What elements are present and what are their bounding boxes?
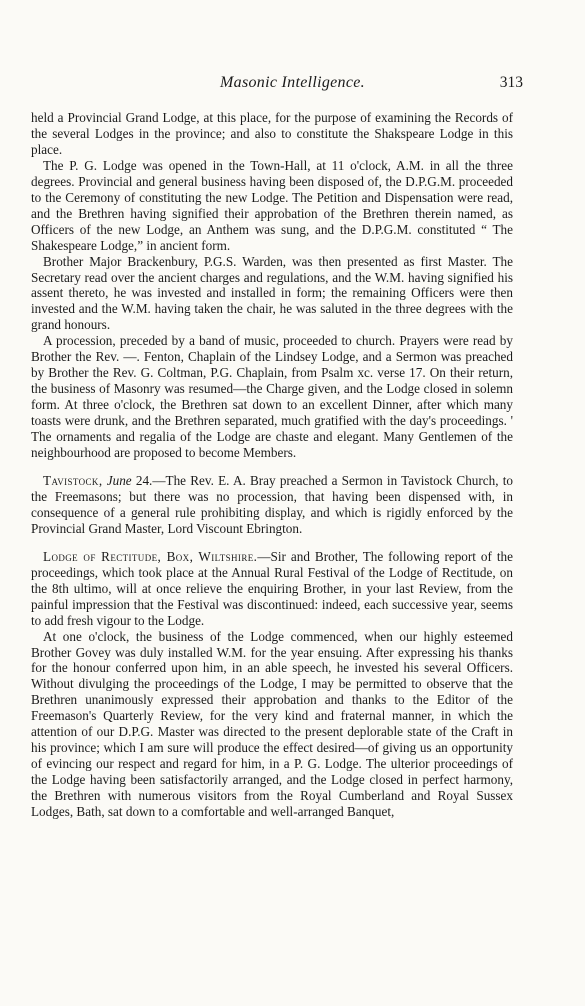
page-header — [0, 74, 585, 96]
running-title: Masonic Intelligence. — [220, 74, 365, 91]
paragraph-lodge-of-rectitude — [31, 549, 513, 629]
paragraph-text: A procession, preceded by a band of music, proceeded to church. Prayers were read by Brother the Rev. —. Fenton, Chaplain of the Lindsey Lodge, and a Sermon was preached by Brother the Rev. G. Coltman, P.G. Chaplain, from Psalm xc. verse 17. On their return, the business of Masonry was resumed—the Charge given, and the Lodge closed in solemn form. At three o'clock, the Brethren sat down to an excellent Dinner, after which many toasts were drunk, and the Brethren separated, much gratified with the day's proceedings. ' The ornaments and regalia of the Lodge are chaste and elegant. Many Gentlemen of the neighbourhood are proposed to become Members. — [31, 333, 513, 461]
paragraph-text: held a Provincial Grand Lodge, at this place, for the purpose of examining the Records of the several Lodges in the province; and also to constitute the Shakspeare Lodge in this place. — [31, 110, 513, 157]
body-text — [31, 110, 513, 820]
paragraph-text: The P. G. Lodge was opened in the Town-Hall, at 11 o'clock, A.M. in all the three degrees. Provincial and general business having been disposed of, the D.P.G.M. proceeded to the Ceremony of constituting the new Lodge. The Petition and Dispensation were read, and the Brethren having signified their approbation of the Brethren therein named, as Officers of the new Lodge, an Anthem was sung, and the D.P.G.M. constituted “ The Shakespeare Lodge,” in ancient form. — [31, 157, 513, 253]
place-heading: Tavistock, — [43, 472, 103, 488]
paragraph-brackenbury — [31, 254, 513, 334]
paragraph-provincial-lodge — [31, 110, 513, 158]
lodge-heading: Lodge of Rectitude, Box, Wiltshire. — [43, 548, 258, 564]
paragraph-text: Brother Major Brackenbury, P.G.S. Warden, was then presented as first Master. The Secretary read over the ancient charges and regulations, and the W.M. having signified his assent thereto, he was invested and installed in form; the remaining Officers were then invested and the W.M. having taken the chair, he was saluted in the three degrees with the grand honours. — [31, 253, 513, 333]
paragraph-procession — [31, 333, 513, 461]
page-number: 313 — [499, 74, 523, 91]
paragraph-text: 24.—The Rev. E. A. Bray preached a Sermon in Tavistock Church, to the Freemasons; but there was no procession, that having been dispensed with, in consequence of a general rule prohibiting display, and which is rigidly enforced by the Provincial Grand Master, Lord Viscount Ebrington. — [31, 472, 513, 536]
section-spacer — [31, 537, 513, 549]
paragraph-installation — [31, 629, 513, 820]
date-month: June — [106, 472, 132, 488]
paragraph-town-hall — [31, 158, 513, 254]
paragraph-tavistock — [31, 473, 513, 537]
section-spacer — [31, 461, 513, 473]
paragraph-text: At one o'clock, the business of the Lodge commenced, when our highly esteemed Brother Govey was duly installed W.M. for the year ensuing. After expressing his thanks for the honour conferred upon him, in an able speech, he invested his several Officers. Without divulging the proceedings of the Lodge, I may be permitted to observe that the Brethren unanimously expressed their approbation and thanks to the Editor of the Freemason's Quarterly Review, for the very kind and fraternal manner, in which the attention of our D.P.G. Master was directed to the present deplorable state of the Craft in his province; which I am sure will produce the effect desired—of giving us an opportunity of evincing our respect and regard for him, in a P. G. Lodge. The ulterior proceedings of the Lodge having been satisfactorily arranged, and the Lodge closed in perfect harmony, the Brethren with numerous visitors from the Royal Cumberland and Royal Sussex Lodges, Bath, sat down to a comfortable and well-arranged Banquet, — [31, 628, 513, 820]
paragraph-text: —Sir and Brother, The following report of the proceedings, which took place at the Annual Rural Festival of the Lodge of Rectitude, on the 8th ultimo, will at once relieve the enquiring Brother, in your last Review, from the painful impression that the Festival was discontinued: indeed, each successive year, seems to add fresh vigour to the Lodge. — [31, 548, 513, 628]
